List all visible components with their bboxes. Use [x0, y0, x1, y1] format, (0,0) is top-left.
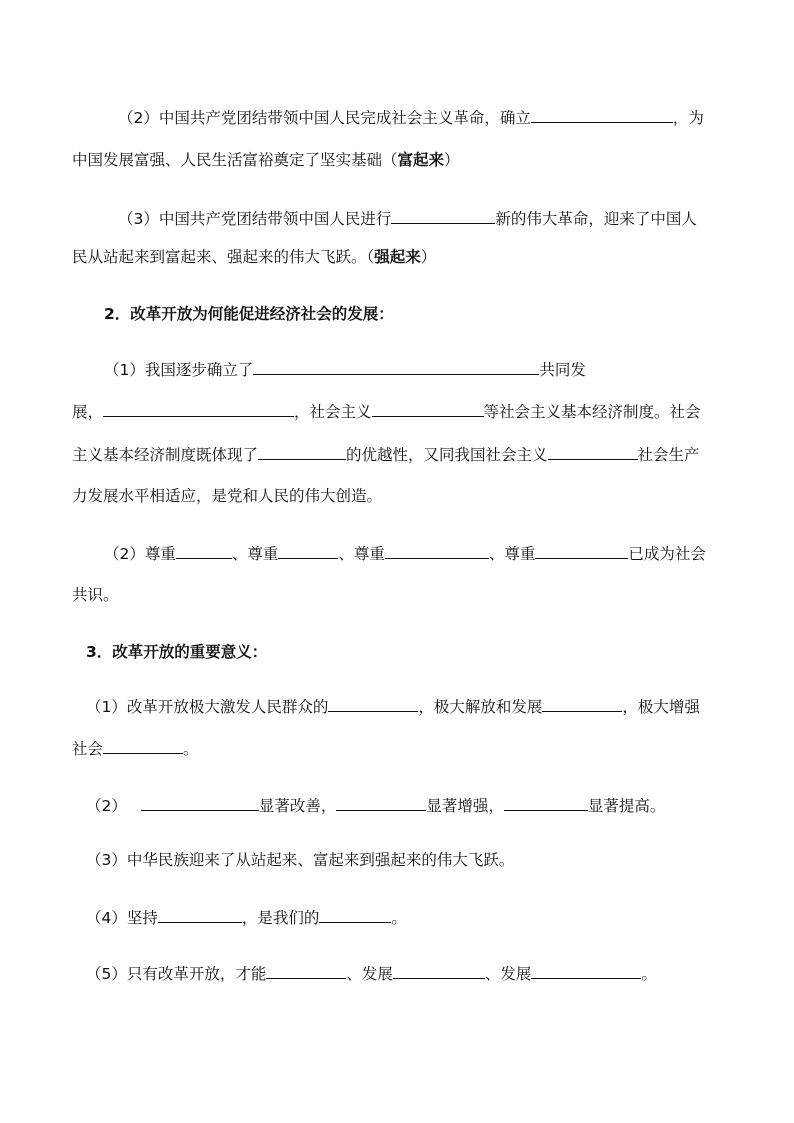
para-1-3-line-1: （3）中国共产党团结带领中国人民进行 新的伟大革命，迎来了中国人 [118, 207, 697, 229]
para-3-3: （3）中华民族迎来了从站起来、富起来到强起来的伟大飞跃。 [86, 851, 515, 869]
blank-field[interactable] [253, 358, 539, 375]
blank-field[interactable] [548, 443, 638, 460]
blank-field[interactable] [319, 906, 391, 923]
blank-field[interactable] [103, 737, 183, 754]
para-1-2-line-1: （2）中国共产党团结带领中国人民完成社会主义革命，确立 ，为 [118, 106, 704, 128]
blank-field[interactable] [385, 542, 489, 559]
para-1-3-line-2: 民从站起来到富起来、强起来的伟大飞跃。（强起来） [72, 248, 437, 266]
section-3-heading: 3．改革开放的重要意义： [86, 643, 268, 661]
blank-field[interactable] [176, 542, 232, 559]
para-2-1-line-4: 力发展水平相适应，是党和人民的伟大创造。 [72, 487, 383, 505]
blank-field[interactable] [258, 443, 346, 460]
para-2-2-line-2: 共识。 [72, 586, 119, 604]
blank-field[interactable] [266, 962, 346, 979]
blank-field[interactable] [531, 962, 641, 979]
para-2-1-line-3: 主义基本经济制度既体现了 的优越性，又同我国社会主义 社会生产 [72, 443, 700, 465]
para-2-2-line-1: （2）尊重 、尊重 、尊重 、尊重 已成为社会 [104, 542, 706, 564]
blank-field[interactable] [531, 106, 673, 123]
para-3-2: （2） 显著改善， 显著增强， 显著提高。 [86, 794, 665, 816]
para-1-2-line-2: 中国发展富强、人民生活富裕奠定了坚实基础（富起来） [72, 151, 460, 169]
para-3-1-line-1: （1）改革开放极大激发人民群众的 ，极大解放和发展 ，极大增强 [86, 695, 700, 717]
blank-field[interactable] [141, 794, 259, 811]
blank-field[interactable] [535, 542, 628, 559]
para-3-5: （5）只有改革开放，才能 、发展 、发展 。 [86, 962, 657, 984]
para-3-4: （4）坚持 ，是我们的 。 [86, 906, 407, 928]
para-3-1-line-2: 社会 。 [72, 737, 199, 759]
blank-field[interactable] [393, 962, 485, 979]
blank-field[interactable] [372, 400, 484, 417]
blank-field[interactable] [504, 794, 588, 811]
blank-field[interactable] [328, 695, 418, 712]
blank-field[interactable] [391, 207, 495, 224]
blank-field[interactable] [278, 542, 338, 559]
blank-field[interactable] [103, 400, 294, 417]
para-2-1-line-2: 展， ，社会主义 等社会主义基本经济制度。社会 [72, 400, 701, 422]
blank-field[interactable] [158, 906, 242, 923]
blank-field[interactable] [542, 695, 622, 712]
para-2-1-line-1: （1）我国逐步确立了 共同发 [104, 358, 586, 380]
section-2-heading: 2．改革开放为何能促进经济社会的发展： [104, 305, 394, 323]
blank-field[interactable] [336, 794, 426, 811]
